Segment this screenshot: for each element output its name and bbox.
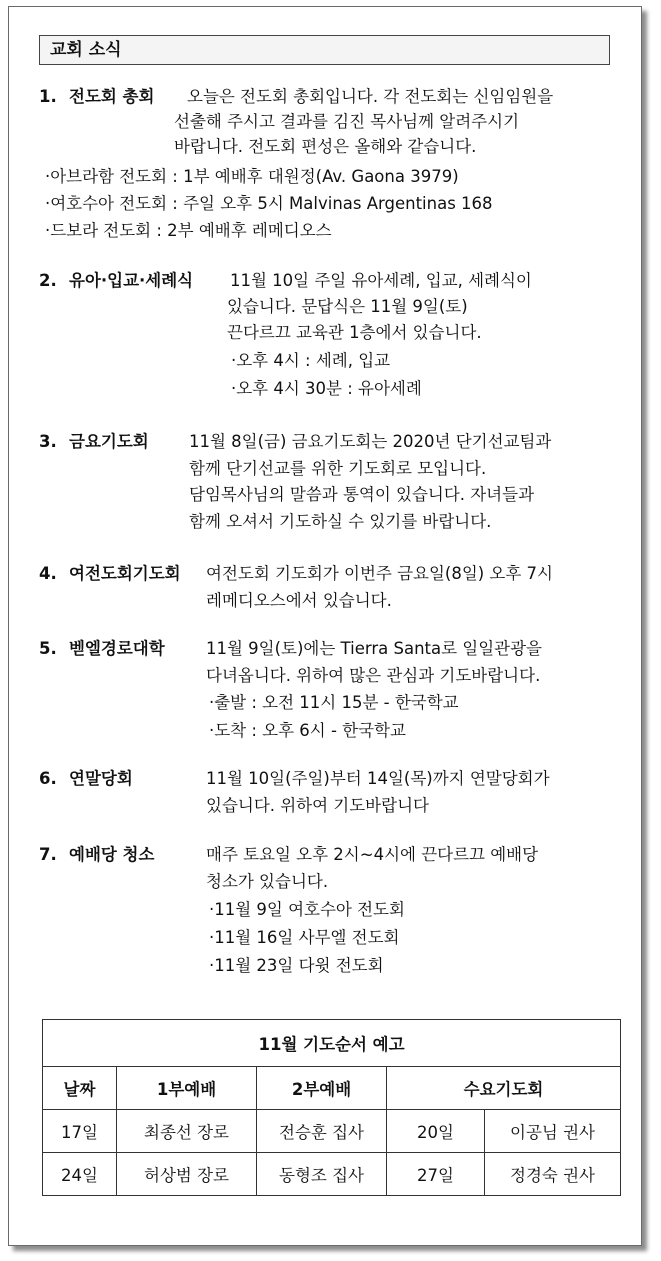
- item-1-line: 오늘은 전도회 총회입니다. 각 전도회는 신임임원을: [187, 87, 554, 106]
- section-title: 교회 소식: [39, 35, 610, 65]
- item-6-line: 11월 10일(주일)부터 14일(목)까지 연말당회가: [206, 769, 550, 788]
- item-5-sub: ·출발 : 오전 11시 15분 - 한국학교: [209, 693, 459, 712]
- item-7-sub: ·11월 23일 다윗 전도회: [209, 956, 384, 975]
- cell-service-2: 전승훈 집사: [257, 1110, 387, 1153]
- item-7-sub: ·11월 16일 사무엘 전도회: [209, 928, 400, 947]
- item-2-line: 끈다르끄 교육관 1층에서 있습니다.: [227, 323, 482, 342]
- cell-date: 24일: [43, 1153, 117, 1196]
- item-1-line: 바랍니다. 전도회 편성은 올해와 같습니다.: [174, 137, 477, 156]
- cell-service-1: 허상범 장로: [117, 1153, 257, 1196]
- header-service-1: 1부예배: [117, 1067, 257, 1110]
- item-1-number: 1.: [39, 87, 57, 106]
- item-6-number: 6.: [39, 769, 57, 788]
- item-3-line: 담임목사님의 말씀과 통역이 있습니다. 자녀들과: [189, 485, 535, 504]
- item-4-number: 4.: [39, 564, 57, 583]
- item-2-title: 유아·입교·세례식: [69, 271, 194, 290]
- table-row: [43, 1110, 621, 1153]
- item-5-sub: ·도착 : 오후 6시 - 한국학교: [209, 721, 406, 740]
- item-3-line: 11월 8일(금) 금요기도회는 2020년 단기선교팀과: [189, 432, 552, 451]
- cell-wednesday-date: 27일: [387, 1153, 485, 1196]
- item-1-sub: ·아브라함 전도회 : 1부 예배후 대원정(Av. Gaona 3979): [45, 167, 459, 186]
- item-5-line: 11월 9일(토)에는 Tierra Santa로 일일관광을: [206, 639, 542, 658]
- schedule-caption: 11월 기도순서 예고: [43, 1020, 621, 1067]
- item-4-title: 여전도회기도회: [69, 564, 181, 583]
- item-4-line: 여전도회 기도회가 이번주 금요일(8일) 오후 7시: [206, 564, 553, 583]
- header-service-2: 2부예배: [257, 1067, 387, 1110]
- item-5-line: 다녀옵니다. 위하여 많은 관심과 기도바랍니다.: [206, 666, 541, 685]
- item-2-line: 11월 10일 주일 유아세례, 입교, 세례식이: [230, 271, 532, 290]
- item-1-title: 전도회 총회: [69, 87, 155, 106]
- item-6-line: 있습니다. 위하여 기도바랍니다: [206, 796, 429, 815]
- item-7-title: 예배당 청소: [69, 845, 155, 864]
- item-3-line: 함께 단기선교를 위한 기도회로 모입니다.: [189, 459, 487, 478]
- item-1-sub: ·여호수아 전도회 : 주일 오후 5시 Malvinas Argentinas 168: [45, 194, 493, 213]
- item-3-title: 금요기도회: [69, 432, 149, 451]
- item-4-line: 레메디오스에서 있습니다.: [206, 591, 392, 610]
- item-5-number: 5.: [39, 639, 57, 658]
- item-5-title: 벧엘경로대학: [69, 639, 165, 658]
- item-3-line: 함께 오셔서 기도하실 수 있기를 바랍니다.: [189, 512, 492, 531]
- item-2-sub: ·오후 4시 : 세례, 입교: [231, 351, 391, 370]
- item-2-sub: ·오후 4시 30분 : 유아세례: [231, 379, 422, 398]
- item-2-line: 있습니다. 문답식은 11월 9일(토): [227, 297, 468, 316]
- item-7-line: 매주 토요일 오후 2시~4시에 끈다르끄 예배당: [206, 845, 539, 864]
- item-6-title: 연말당회: [69, 769, 133, 788]
- table-header-row: [43, 1067, 621, 1110]
- table-row: [43, 1153, 621, 1196]
- cell-wednesday-leader: 정경숙 권사: [485, 1153, 621, 1196]
- item-7-number: 7.: [39, 845, 57, 864]
- bulletin-page: [8, 6, 642, 1246]
- item-3-number: 3.: [39, 432, 57, 451]
- cell-service-1: 최종선 장로: [117, 1110, 257, 1153]
- item-7-line: 청소가 있습니다.: [206, 872, 329, 891]
- header-date: 날짜: [43, 1067, 117, 1110]
- cell-wednesday-leader: 이공님 권사: [485, 1110, 621, 1153]
- header-wednesday-prayer: 수요기도회: [387, 1067, 621, 1110]
- cell-wednesday-date: 20일: [387, 1110, 485, 1153]
- cell-date: 17일: [43, 1110, 117, 1153]
- cell-service-2: 동형조 집사: [257, 1153, 387, 1196]
- item-1-line: 선출해 주시고 결과를 김진 목사님께 알려주시기: [174, 112, 520, 131]
- item-7-sub: ·11월 9일 여호수아 전도회: [209, 900, 405, 919]
- item-2-number: 2.: [39, 271, 57, 290]
- prayer-schedule-table: [42, 1019, 621, 1196]
- item-1-sub: ·드보라 전도회 : 2부 예배후 레메디오스: [45, 221, 332, 240]
